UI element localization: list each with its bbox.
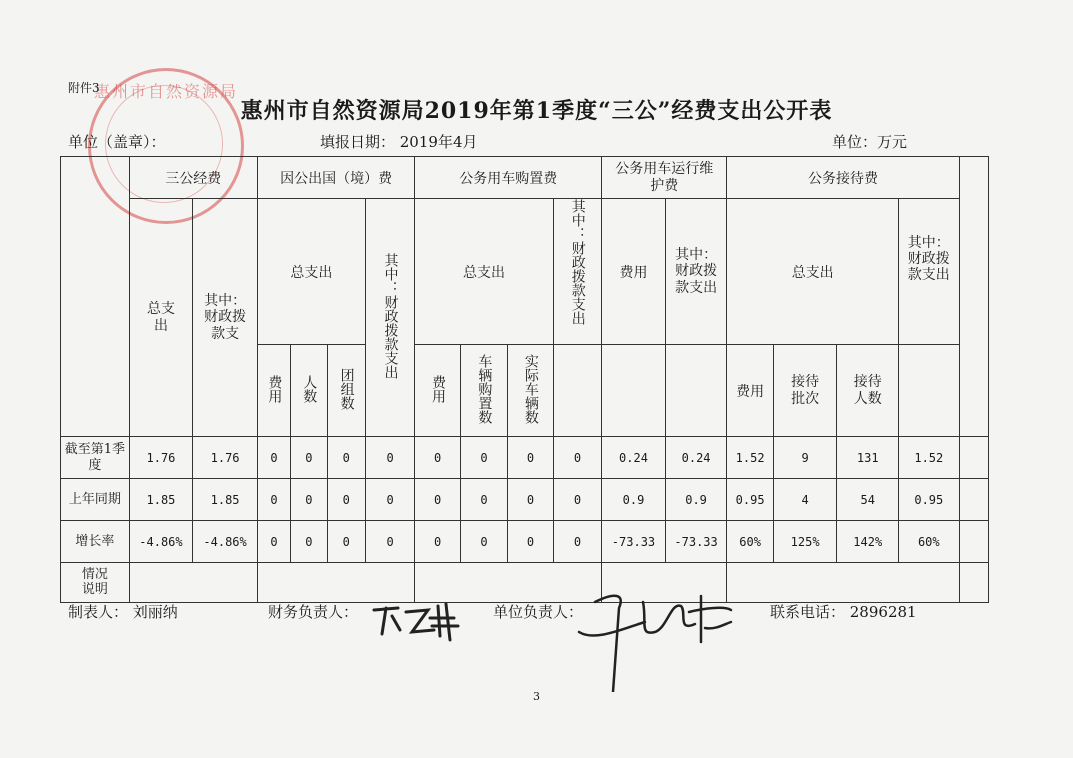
sangong-total-header: 总支出: [129, 199, 193, 437]
vehicle-run-fiscal-header: 其中：财政拨款支出: [665, 199, 727, 345]
vehicle-purchase-fee-header: 费用: [415, 345, 460, 437]
cell: 0: [460, 479, 507, 521]
cell: 60%: [727, 521, 773, 563]
abroad-people-header: 人数: [291, 345, 327, 437]
cell: 1.52: [727, 437, 773, 479]
reception-people-header: 接待人数: [837, 345, 899, 437]
cell: 0: [508, 437, 553, 479]
cell: 0: [460, 437, 507, 479]
cell: 142%: [837, 521, 899, 563]
cell: 0: [257, 521, 290, 563]
empty-subheader: [602, 345, 666, 437]
cell: -73.33: [602, 521, 666, 563]
unit-head-signature: [555, 572, 735, 692]
reception-batches-header: 接待批次: [773, 345, 837, 437]
finance-signature: [368, 596, 478, 644]
cell: -73.33: [665, 521, 727, 563]
unit-seal-label: 单位（盖章）：: [68, 133, 166, 151]
group-vehicle-purchase: 公务用车购置费: [415, 157, 602, 199]
reception-fee-header: 费用: [727, 345, 773, 437]
cell: 0: [327, 521, 365, 563]
abroad-fee-header: 费用: [257, 345, 290, 437]
cell: -4.86%: [193, 521, 258, 563]
reception-total-header: 总支出: [727, 199, 899, 345]
group-vehicle-run-label: 公务用车运行维护费: [615, 161, 714, 194]
currency-unit: 单位：万元: [832, 133, 908, 151]
row-label: 情况说明: [61, 563, 130, 603]
expense-table: [60, 156, 989, 603]
cell: 0: [553, 437, 601, 479]
cell: 0.24: [602, 437, 666, 479]
table-row: [61, 521, 989, 563]
table-row: [61, 479, 989, 521]
cell: 0.95: [727, 479, 773, 521]
cell: [959, 479, 988, 521]
group-vehicle-run: [602, 157, 727, 199]
cell: [727, 563, 959, 603]
page-title: 惠州市自然资源局2019年第1季度“三公”经费支出公开表: [240, 98, 833, 124]
cell: 1.76: [193, 437, 258, 479]
abroad-groups-header: 团组数: [327, 345, 365, 437]
empty-subheader: [899, 345, 960, 437]
abroad-total-header: 总支出: [257, 199, 365, 345]
vehicle-purchase-total-header: 总支出: [415, 199, 553, 345]
cell: 1.85: [193, 479, 258, 521]
cell: -4.86%: [129, 521, 193, 563]
cell: 131: [837, 437, 899, 479]
cell: 0: [553, 479, 601, 521]
cell: 0: [257, 437, 290, 479]
row-label: 增长率: [61, 521, 130, 563]
cell: 0: [291, 437, 327, 479]
group-reception: 公务接待费: [727, 157, 959, 199]
cell: 0: [508, 521, 553, 563]
fill-date: 填报日期： 2019年4月: [320, 133, 478, 151]
cell: 0: [257, 479, 290, 521]
cell: 0: [327, 479, 365, 521]
sangong-fiscal-header: 其中：财政拨款支: [193, 199, 258, 437]
contact-phone: 联系电话： 2896281: [770, 603, 917, 621]
cell: 0: [415, 479, 460, 521]
cell: 9: [773, 437, 837, 479]
corner-cell: [61, 157, 130, 437]
empty-subheader: [665, 345, 727, 437]
cell: 0: [508, 479, 553, 521]
row-label: 截至第1季度: [61, 437, 130, 479]
cell: 0: [291, 479, 327, 521]
cell: 0: [291, 521, 327, 563]
empty-subheader: [553, 345, 601, 437]
group-abroad: 因公出国（境）费: [257, 157, 414, 199]
official-seal: 惠州市自然资源局: [88, 68, 244, 224]
cell: 0: [553, 521, 601, 563]
cell: 1.76: [129, 437, 193, 479]
cell: 0.9: [665, 479, 727, 521]
vehicles-bought-header: 车辆购置数: [460, 345, 507, 437]
cell: 0: [415, 521, 460, 563]
blank-column: [959, 157, 988, 437]
vehicle-run-fee-header: 费用: [602, 199, 666, 345]
cell: 0: [327, 437, 365, 479]
cell: 60%: [899, 521, 960, 563]
vehicle-purchase-fiscal-header: 其中：财政拨款支出: [553, 199, 601, 345]
cell: 1.52: [899, 437, 960, 479]
page-number: 3: [533, 690, 540, 703]
cell: 0: [460, 521, 507, 563]
table-row: [61, 437, 989, 479]
cell: 0.24: [665, 437, 727, 479]
cell: [959, 521, 988, 563]
reception-fiscal-header: 其中：财政拨款支出: [899, 199, 960, 345]
cell: [959, 563, 988, 603]
attachment-label: 附件3: [68, 81, 100, 95]
table-row: [61, 563, 989, 603]
cell: 0.9: [602, 479, 666, 521]
cell: 0: [365, 437, 414, 479]
group-sangong: 三公经费: [129, 157, 257, 199]
actual-vehicles-header: 实际车辆数: [508, 345, 553, 437]
cell: [129, 563, 257, 603]
cell: [959, 437, 988, 479]
cell: 1.85: [129, 479, 193, 521]
cell: 0: [415, 437, 460, 479]
finance-head-label: 财务负责人：: [268, 603, 359, 621]
preparer: 制表人： 刘丽纳: [68, 603, 178, 621]
cell: 54: [837, 479, 899, 521]
row-label: 上年同期: [61, 479, 130, 521]
abroad-fiscal-header: 其中：财政拨款支出: [365, 199, 414, 437]
cell: 0.95: [899, 479, 960, 521]
cell: 125%: [773, 521, 837, 563]
cell: 4: [773, 479, 837, 521]
unit-head-label: 单位负责人：: [493, 603, 584, 621]
cell: 0: [365, 521, 414, 563]
cell: 0: [365, 479, 414, 521]
